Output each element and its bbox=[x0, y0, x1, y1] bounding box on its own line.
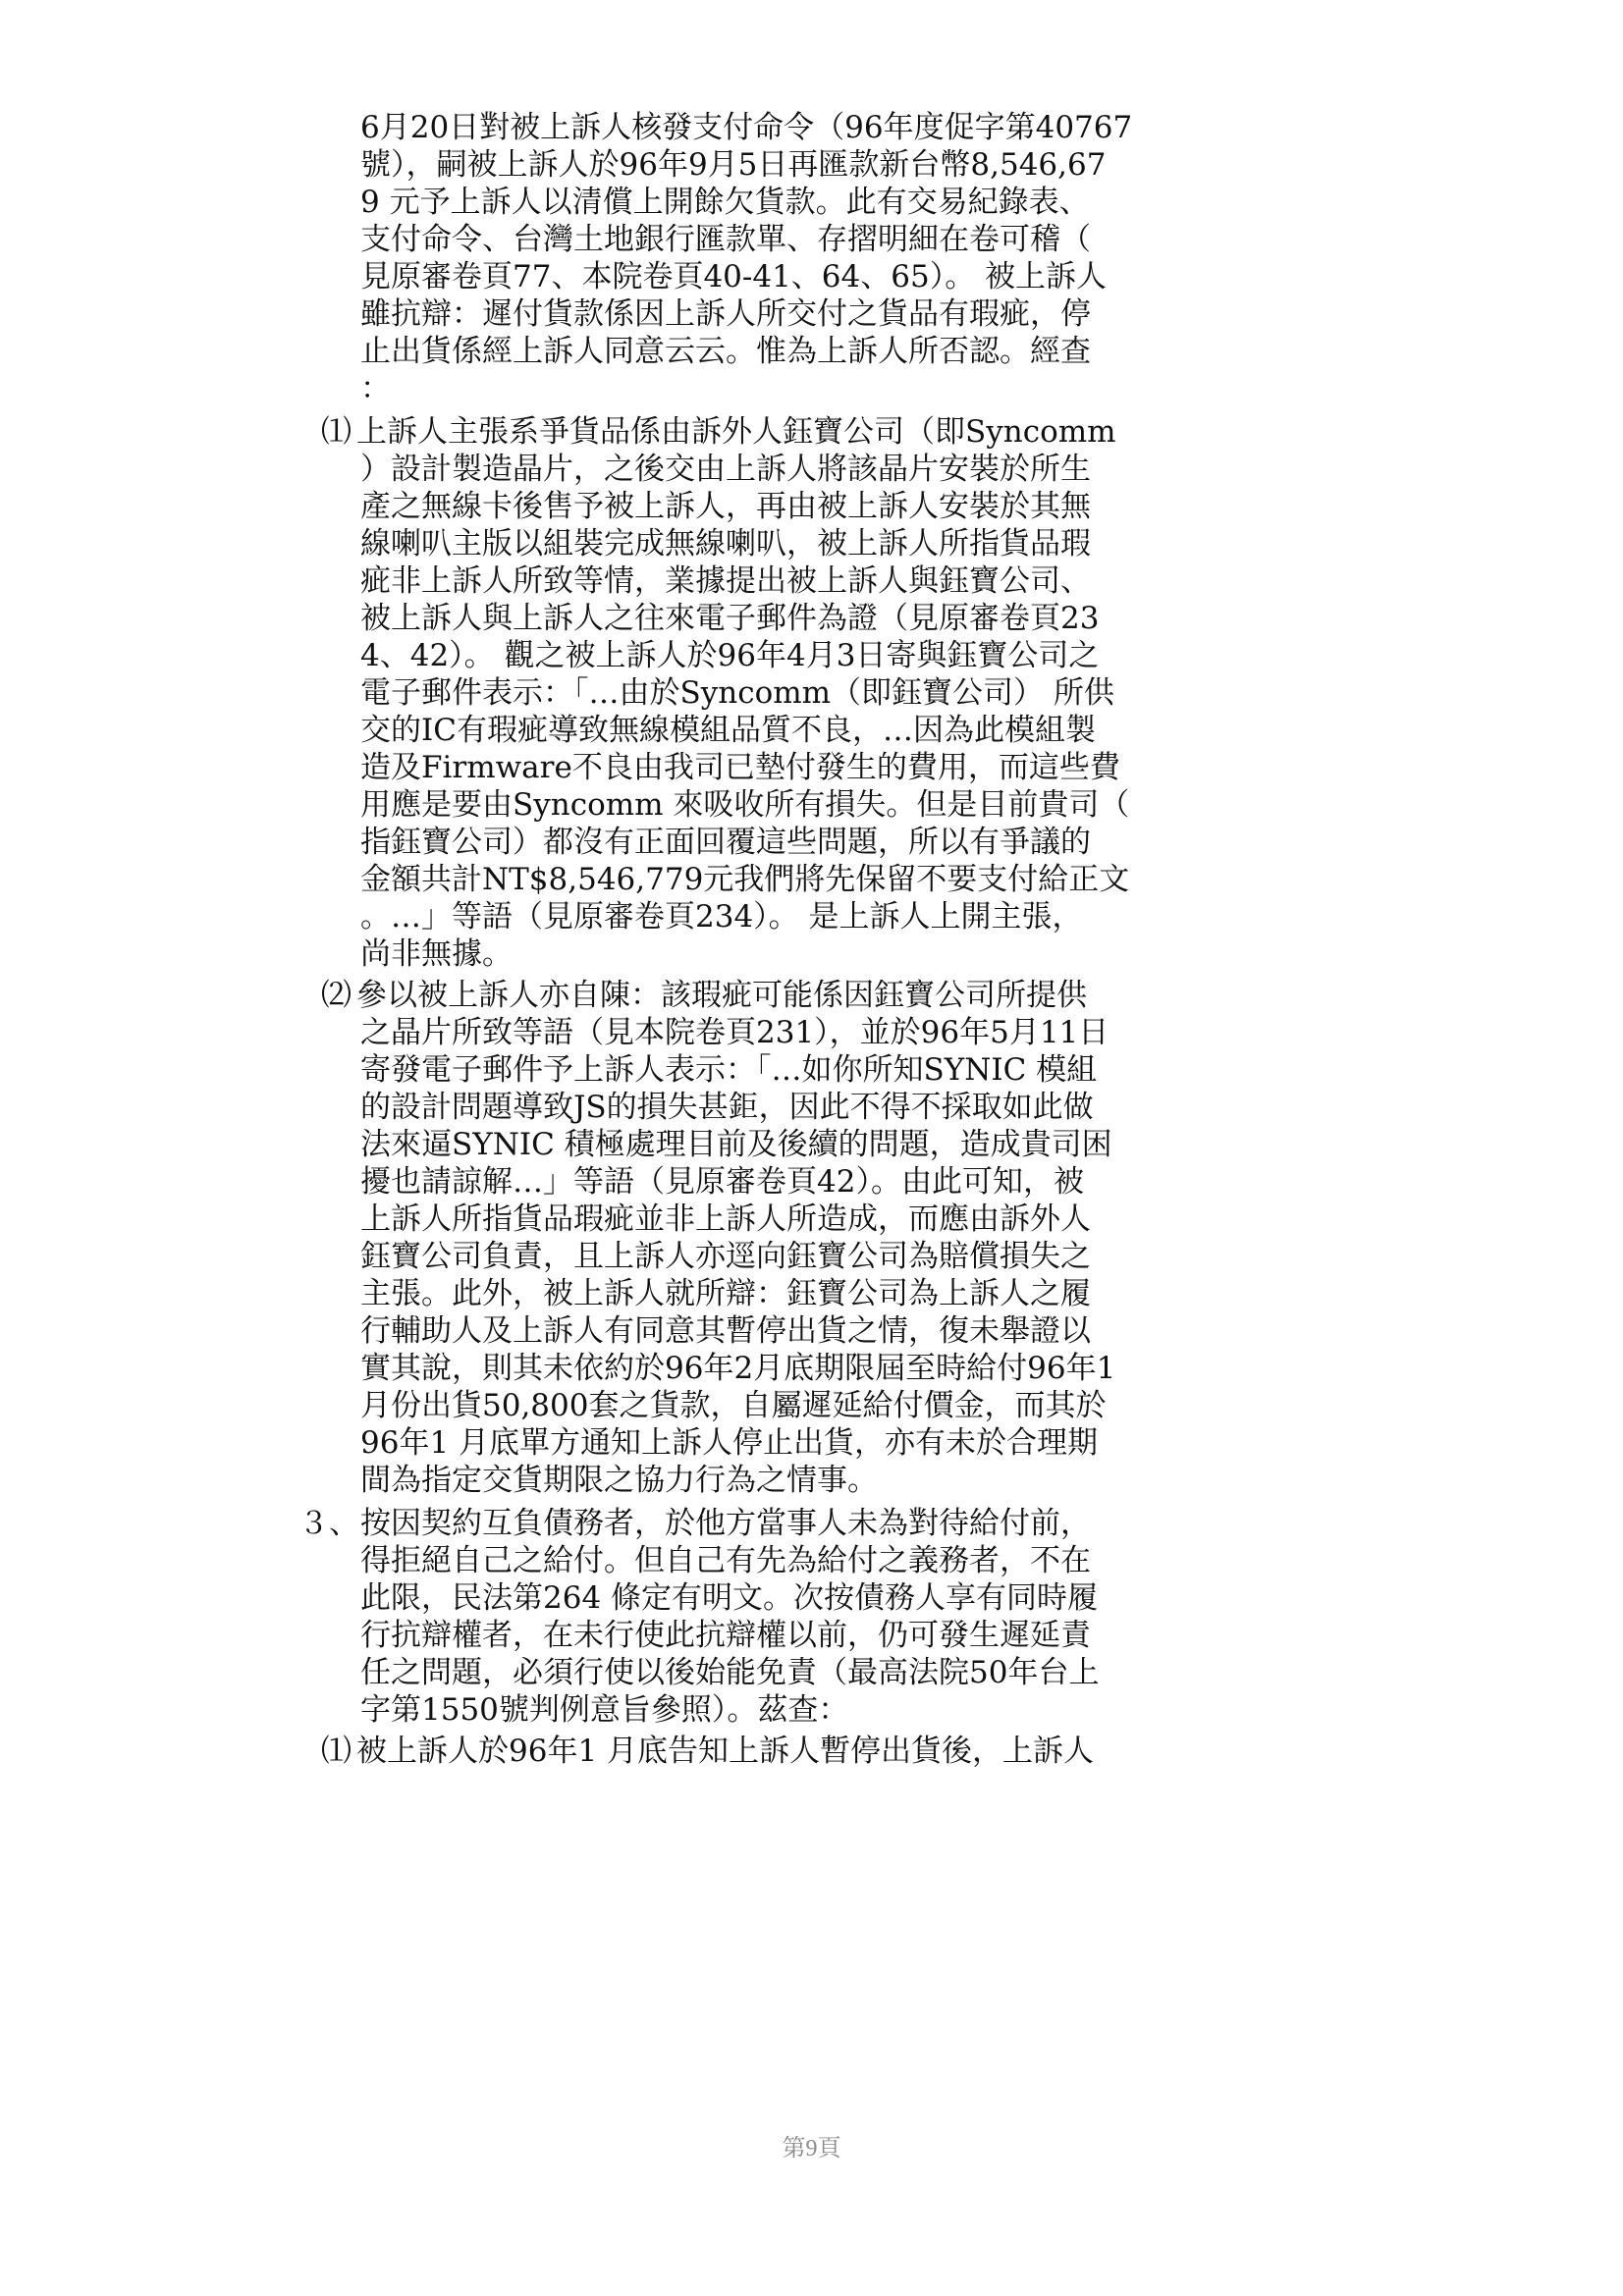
body-line: 得拒絕自己之給付。但自己有先為給付之義務者，不在 bbox=[360, 1543, 1091, 1578]
list-marker-2: ⑵ bbox=[321, 978, 352, 1013]
body-line: 寄發電子郵件予上訴人表示：「…如你所知SYNIC 模組 bbox=[360, 1052, 1098, 1088]
body-line: 實其說，則其未依約於96年2月底期限屆至時給付96年1 bbox=[360, 1351, 1116, 1386]
body-line: 按因契約互負債務者，於他方當事人未為對待給付前， bbox=[360, 1506, 1091, 1541]
body-line: 止出貨係經上訴人同意云云。惟為上訴人所否認。經查 bbox=[360, 334, 1091, 369]
body-line: 尚非無據。 bbox=[360, 936, 513, 972]
body-line: 用應是要由Syncomm 來吸收所有損失。但是目前貴司（ bbox=[360, 787, 1130, 823]
body-line: 主張。此外，被上訴人就所辯：鈺寶公司為上訴人之履 bbox=[360, 1276, 1091, 1311]
body-line: 擾也請諒解…」等語（見原審卷頁42）。由此可知，被 bbox=[360, 1164, 1084, 1200]
body-line: ： bbox=[360, 371, 391, 406]
body-line: 造及Firmware不良由我司已墊付發生的費用，而這些費 bbox=[360, 750, 1120, 785]
body-line: 4、42）。 觀之被上訴人於96年4月3日寄與鈺寶公司之 bbox=[360, 638, 1100, 673]
body-line: 電子郵件表示：「…由於Syncomm（即鈺寶公司） 所供 bbox=[360, 675, 1114, 711]
body-line: 鈺寶公司負責，且上訴人亦逕向鈺寶公司為賠償損失之 bbox=[360, 1239, 1091, 1274]
body-line: 指鈺寶公司）都沒有正面回覆這些問題，所以有爭議的 bbox=[360, 825, 1091, 860]
body-line: 參以被上訴人亦自陳：該瑕疵可能係因鈺寶公司所提供 bbox=[356, 978, 1087, 1013]
body-line: 金額共計NT$8,546,779元我們將先保留不要支付給正文 bbox=[360, 862, 1130, 897]
list-marker-1: ⑴ bbox=[321, 414, 352, 450]
body-line: 的設計問題導致JS的損失甚鉅，因此不得不採取如此做 bbox=[360, 1090, 1094, 1125]
body-line: 行輔助人及上訴人有同意其暫停出貨之情，復未舉證以 bbox=[360, 1313, 1091, 1349]
body-line: 此限，民法第264 條定有明文。次按債務人享有同時履 bbox=[360, 1580, 1099, 1616]
body-line: 。…」等語（見原審卷頁234）。 是上訴人上開主張， bbox=[360, 899, 1083, 934]
list-marker-1b: ⑴ bbox=[321, 1734, 352, 1769]
body-line: 月份出貨50,800套之貨款，自屬遲延給付價金，而其於 bbox=[360, 1388, 1107, 1423]
body-line: 被上訴人於96年1 月底告知上訴人暫停出貨後，上訴人 bbox=[356, 1734, 1095, 1769]
body-line: 字第1550號判例意旨參照）。茲查： bbox=[360, 1692, 849, 1728]
body-line: 被上訴人與上訴人之往來電子郵件為證（見原審卷頁23 bbox=[360, 601, 1100, 636]
body-line: 上訴人主張系爭貨品係由訴外人鈺寶公司（即Syncomm bbox=[356, 414, 1116, 450]
body-line: 6月20日對被上訴人核發支付命令（96年度促字第40767 bbox=[360, 110, 1133, 145]
body-line: 之晶片所致等語（見本院卷頁231），並於96年5月11日 bbox=[360, 1015, 1109, 1050]
body-line: 間為指定交貨期限之協力行為之情事。 bbox=[360, 1463, 878, 1498]
body-line: 產之無線卡後售予被上訴人，再由被上訴人安裝於其無 bbox=[360, 489, 1091, 524]
body-line: 任之問題，必須行使以後始能免責（最高法院50年台上 bbox=[360, 1655, 1100, 1690]
body-line: 上訴人所指貨品瑕疵並非上訴人所造成，而應由訴外人 bbox=[360, 1201, 1091, 1237]
body-line: 疵非上訴人所致等情，業據提出被上訴人與鈺寶公司、 bbox=[360, 563, 1091, 599]
body-line: 見原審卷頁77、本院卷頁40-41、64、65）。 被上訴人 bbox=[360, 259, 1108, 294]
body-line: 支付命令、台灣土地銀行匯款單、存摺明細在卷可稽（ bbox=[360, 222, 1091, 257]
body-line: 號），嗣被上訴人於96年9月5日再匯款新台幣8,546,67 bbox=[360, 147, 1107, 183]
body-line: 雖抗辯：遲付貨款係因上訴人所交付之貨品有瑕疵，停 bbox=[360, 296, 1091, 332]
body-line: 法來逼SYNIC 積極處理目前及後續的問題，造成貴司困 bbox=[360, 1127, 1112, 1162]
body-line: 9 元予上訴人以清償上開餘欠貨款。此有交易紀錄表、 bbox=[360, 185, 1090, 220]
body-line: 交的IC有瑕疵導致無線模組品質不良，…因為此模組製 bbox=[360, 713, 1096, 748]
section-marker-3: ３、 bbox=[298, 1506, 359, 1541]
body-line: 線喇叭主版以組裝完成無線喇叭，被上訴人所指貨品瑕 bbox=[360, 526, 1091, 561]
body-line: 96年1 月底單方通知上訴人停止出貨，亦有未於合理期 bbox=[360, 1425, 1099, 1461]
page-number: 第9頁 bbox=[782, 2136, 841, 2162]
body-line: 行抗辯權者，在未行使此抗辯權以前，仍可發生遲延責 bbox=[360, 1618, 1091, 1653]
body-line: ）設計製造晶片，之後交由上訴人將該晶片安裝於所生 bbox=[360, 452, 1091, 487]
